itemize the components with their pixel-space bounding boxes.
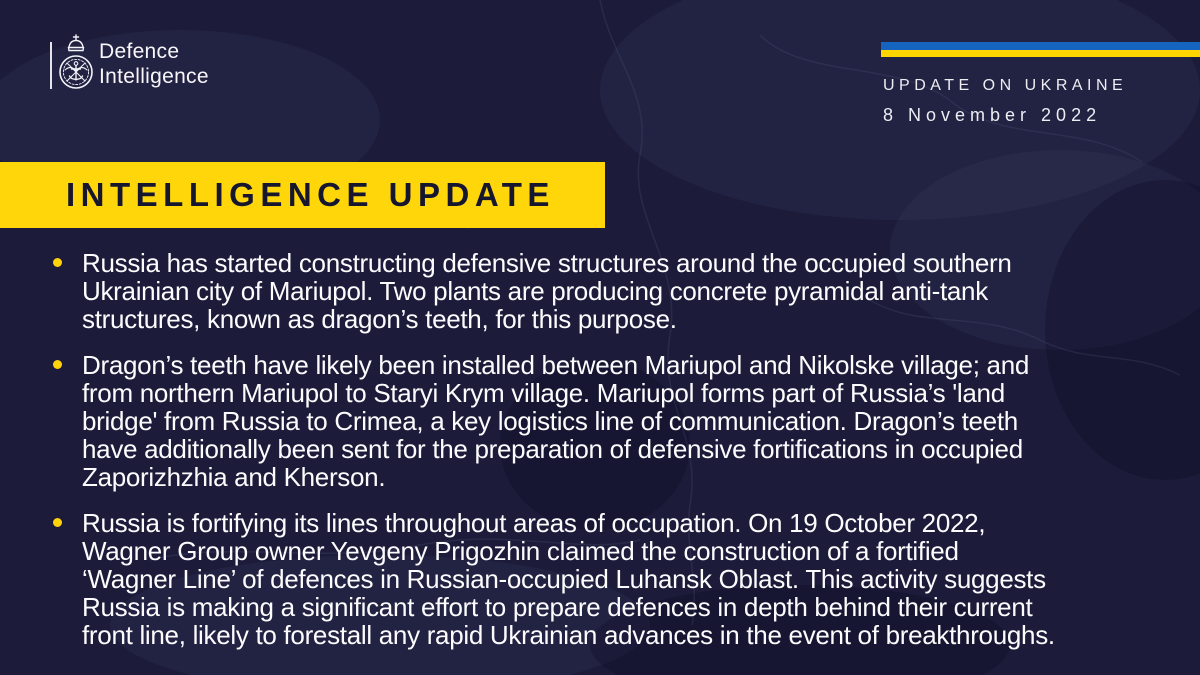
bullet-line: front line, likely to forestall any rapid Ukrainian advances in the event of breakthroughs. (82, 620, 1055, 650)
mod-crest-icon (58, 34, 94, 94)
bullet-text (82, 509, 1055, 649)
bullet-icon (53, 360, 62, 369)
bullet-line: ‘Wagner Line’ of defences in Russian-occupied Luhansk Oblast. This activity suggests (82, 564, 1046, 594)
bullet-line: Wagner Group owner Yevgeny Prigozhin claimed the construction of a fortified (82, 536, 959, 566)
update-on-ukraine-label: UPDATE ON UKRAINE (883, 77, 1128, 94)
bullet-item-3 (53, 509, 1055, 649)
bullet-line: Ukrainian city of Mariupol. Two plants are producing concrete pyramidal anti-tank (82, 276, 988, 306)
bullet-line: bridge' from Russia to Crimea, a key logistics line of communication. Dragon’s teeth (82, 406, 1018, 436)
bullet-item-1 (53, 249, 1012, 333)
intelligence-update-banner (0, 162, 605, 228)
flag-blue-stripe (881, 42, 1200, 50)
bullet-line: Zaporizhzhia and Kherson. (82, 462, 386, 492)
update-date: 8 November 2022 (883, 105, 1102, 125)
wordmark-line-2: Intelligence (99, 65, 209, 88)
banner-title: INTELLIGENCE UPDATE (66, 176, 555, 213)
bullet-line: have additionally been sent for the preparation of defensive fortifications in occupied (82, 434, 1023, 464)
defence-intelligence-wordmark (99, 39, 209, 89)
bullet-text (82, 249, 1012, 333)
bullet-line: Dragon’s teeth have likely been installed between Mariupol and Nikolske village; and (82, 350, 1030, 380)
bullet-icon (53, 258, 62, 267)
bullet-line: structures, known as dragon’s teeth, for this purpose. (82, 304, 677, 334)
wordmark-line-1: Defence (99, 40, 180, 63)
bullet-line: Russia has started constructing defensive structures around the occupied southern (82, 248, 1012, 278)
bullet-item-2 (53, 351, 1029, 491)
logo-divider (50, 42, 52, 89)
bullet-line: Russia is fortifying its lines throughout areas of occupation. On 19 October 2022, (82, 508, 986, 538)
ukraine-flag-icon (881, 42, 1200, 57)
bullet-line: Russia is making a significant effort to prepare defences in depth behind their current (82, 592, 1033, 622)
flag-yellow-stripe (881, 50, 1200, 57)
bullet-text (82, 351, 1029, 491)
bullet-icon (53, 518, 62, 527)
bullet-line: from northern Mariupol to Staryi Krym village. Mariupol forms part of Russia’s 'land (82, 378, 1005, 408)
